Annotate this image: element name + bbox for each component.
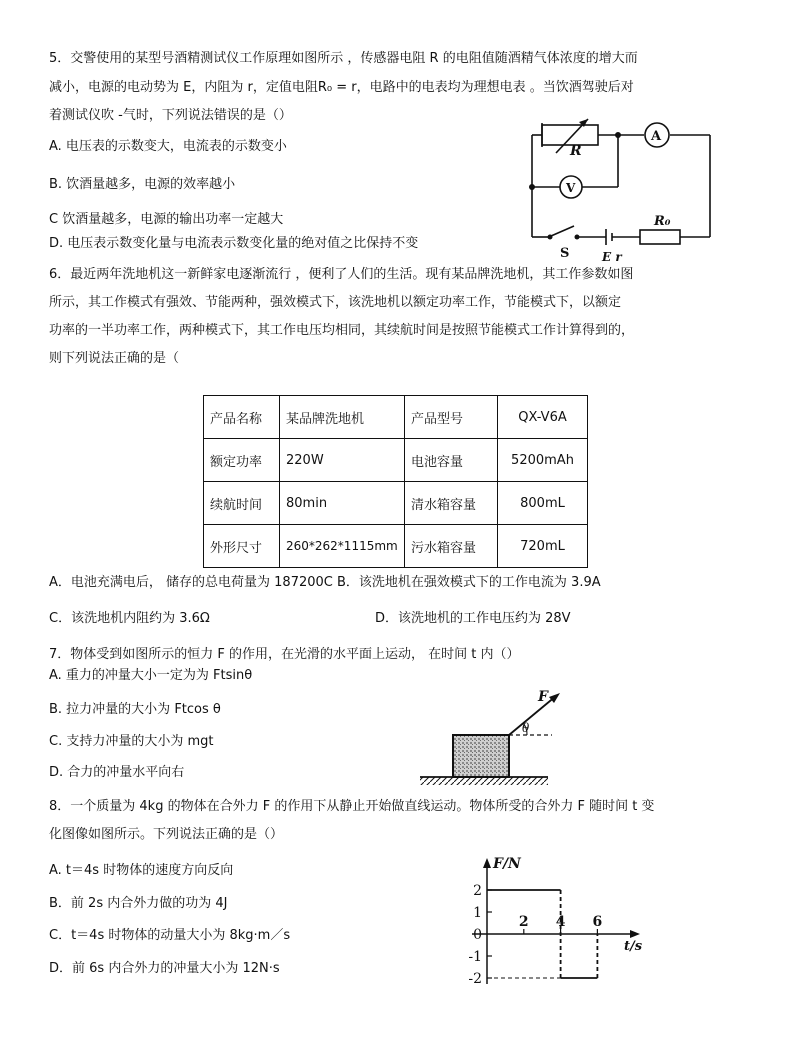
table-cell: 污水箱容量 — [405, 525, 498, 568]
q6-spec-table — [203, 395, 588, 568]
y-axis-arrow — [483, 858, 491, 868]
y-tick-label: 1 — [473, 905, 482, 921]
table-cell: 清水箱容量 — [405, 482, 498, 525]
table-cell: 产品名称 — [204, 396, 280, 439]
table-cell: 外形尺寸 — [204, 525, 280, 568]
q8-option-c: C．t＝4s 时物体的动量大小为 8kg·m／s — [49, 928, 291, 943]
table-row — [204, 439, 588, 482]
table-cell: 额定功率 — [204, 439, 280, 482]
ground-hatch — [420, 777, 548, 785]
q6-option-c: C．该洗地机内阻约为 3.6Ω — [49, 611, 210, 626]
source-label: E r — [602, 250, 622, 264]
q7-stem-line-1: 7．物体受到如图所示的恒力 F 的作用，在光滑的水平面上运动， 在时间 t 内（） — [49, 647, 520, 662]
y-tick-label: 2 — [473, 883, 482, 899]
table-row — [204, 482, 588, 525]
table-cell: 80min — [280, 482, 405, 525]
q5-option-c: C 饮酒量越多，电源的输出功率一定越大 — [49, 212, 284, 227]
table-cell: 720mL — [498, 525, 588, 568]
y-tick-label: 0 — [473, 927, 482, 943]
q5-stem-line-1: 5．交警使用的某型号酒精测试仪工作原理如图所示 ，传感器电阻 R 的电阻值随酒精气体浓度的增大而 — [49, 51, 638, 66]
circuit-label-r0: R₀ — [654, 214, 671, 229]
q8-option-b: B．前 2s 内合外力做的功为 4J — [49, 896, 228, 911]
q7-option-a: A. 重力的冲量大小一定为为 Ftsinθ — [49, 668, 253, 683]
table-cell: 5200mAh — [498, 439, 588, 482]
y-axis-label: F/N — [493, 856, 521, 872]
table-cell: 某品牌洗地机 — [280, 396, 405, 439]
q8-stem-line-2: 化图像如图所示。下列说法正确的是（） — [49, 827, 284, 842]
q8-option-d: D．前 6s 内合外力的冲量大小为 12N·s — [49, 961, 280, 976]
q5-stem-line-2: 减小，电源的电动势为 E，内阻为 r，定值电阻R₀ = r，电路中的电表均为理想电表 。当饮酒驾驶后对 — [49, 80, 634, 95]
x-tick-label: 4 — [555, 914, 566, 930]
y-tick-label: -2 — [468, 971, 482, 987]
circuit-label-r: R — [570, 143, 582, 159]
table-cell: QX-V6A — [498, 396, 588, 439]
q5-circuit-diagram — [520, 115, 720, 265]
force-label: F — [538, 689, 548, 705]
q5-option-b: B. 饮酒量越多，电源的效率越小 — [49, 177, 236, 192]
q7-option-d: D. 合力的冲量水平向右 — [49, 765, 185, 780]
q6-stem-line-4: 则下列说法正确的是（ — [49, 351, 180, 366]
q7-option-b: B. 拉力冲量的大小为 Ftcos θ — [49, 702, 221, 717]
table-cell: 产品型号 — [405, 396, 498, 439]
voltmeter-label: V — [566, 181, 576, 195]
table-cell: 续航时间 — [204, 482, 280, 525]
q8-stem-line-1: 8．一个质量为 4kg 的物体在合外力 F 的作用下从静止开始做直线运动。物体所受的合外力 F 随时间 t 变 — [49, 799, 655, 814]
q8-force-time-chart — [452, 852, 652, 990]
q5-option-d: D. 电压表示数变化量与电流表示数变化量的绝对值之比保持不变 — [49, 236, 419, 251]
x-axis-arrow — [630, 930, 640, 938]
table-cell: 800mL — [498, 482, 588, 525]
y-tick-label: -1 — [468, 949, 482, 965]
x-tick-label: 2 — [518, 914, 529, 930]
block — [453, 735, 509, 777]
table-cell: 电池容量 — [405, 439, 498, 482]
q8-option-a: A. t＝4s 时物体的速度方向反向 — [49, 863, 234, 878]
q6-option-a-b: A．电池充满电后， 储存的总电荷量为 187200C B．该洗地机在强效模式下的工作电流为 3.9A — [49, 575, 601, 590]
q7-option-c: C. 支持力冲量的大小为 mgt — [49, 734, 214, 749]
q6-stem-line-2: 所示，其工作模式有强效、节能两种，强效模式下，该洗地机以额定功率工作，节能模式下，以额定 — [49, 295, 622, 310]
x-tick-label: 6 — [592, 914, 603, 930]
q6-stem-line-3: 功率的一半功率工作，两种模式下，其工作电压均相同，其续航时间是按照节能模式工作计算得到的， — [49, 323, 635, 338]
angle-label: θ — [522, 721, 530, 735]
q5-option-a: A. 电压表的示数变大，电流表的示数变小 — [49, 139, 287, 154]
q6-option-d: D．该洗地机的工作电压约为 28V — [375, 611, 571, 626]
q7-force-figure — [418, 686, 568, 790]
table-row — [204, 396, 588, 439]
x-axis-label: t/s — [624, 939, 643, 954]
table-cell: 260*262*1115mm — [280, 525, 405, 568]
ammeter-label: A — [651, 129, 662, 144]
table-cell: 220W — [280, 439, 405, 482]
switch-label: S — [560, 246, 570, 261]
table-row — [204, 525, 588, 568]
q5-stem-line-3: 着测试仪吹 -气时，下列说法错误的是（） — [49, 108, 292, 123]
q6-stem-line-1: 6．最近两年洗地机这一新鲜家电逐渐流行 ，便利了人们的生活。现有某品牌洗地机，其工作参数如图 — [49, 267, 634, 282]
